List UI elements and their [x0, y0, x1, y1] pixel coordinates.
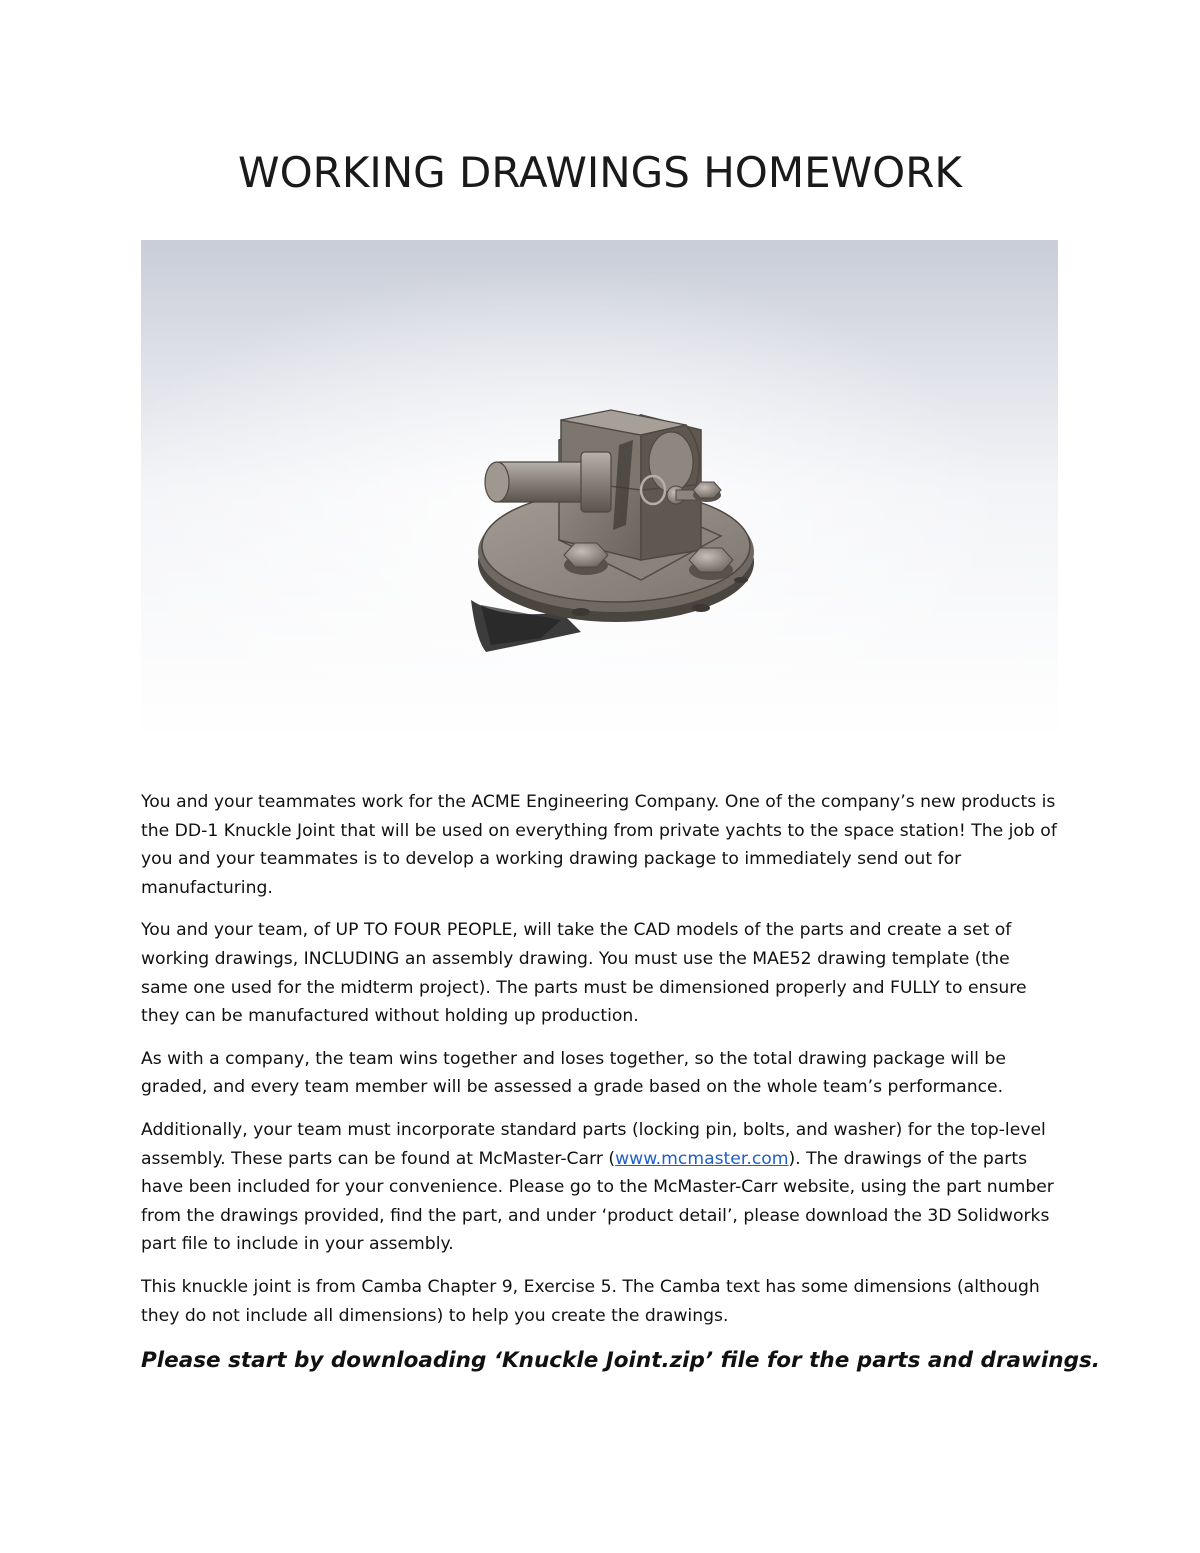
paragraph-2: You and your team, of UP TO FOUR PEOPLE, will take the CAD models of the parts and create a set of working drawings, INCLUDING an assembly drawing. You must use the MAE52 drawing template (the same one used for the midterm project). The parts must be dimensioned properly and FULLY to ensure they can be manufactured without holding up production.: [141, 920, 1027, 1027]
download-callout: Please start by downloading ‘Knuckle Joint.zip’ file for the parts and drawings.: [141, 1348, 1100, 1373]
paragraph-4: [141, 1116, 1059, 1259]
body-text: [141, 788, 1059, 1344]
paragraph-3: As with a company, the team wins together and loses together, so the total drawing package will be graded, and every team member will be assessed a grade based on the whole team’s performance.: [141, 1048, 1006, 1098]
paragraph-4-part-b: ). The drawings of the parts have been included for your convenience. Please go to the McMaster-Carr website, using the part number from the drawings provided, find the part, and under ‘product detail’, please download the 3D Solidworks part file to include in your assembly.: [141, 1148, 1054, 1255]
knuckle-joint-render: [141, 240, 1058, 741]
paragraph-5: This knuckle joint is from Camba Chapter 9, Exercise 5. The Camba text has some dimensions (although they do not include all dimensions) to help you create the drawings.: [141, 1276, 1040, 1326]
page-title: WORKING DRAWINGS HOMEWORK: [238, 148, 962, 197]
mcmaster-link[interactable]: www.mcmaster.com: [615, 1148, 789, 1169]
paragraph-4-part-a: Additionally, your team must incorporate standard parts (locking pin, bolts, and washer) for the top-level assembly. These parts can be found at McMaster-Carr (: [141, 1119, 1046, 1169]
paragraph-1: You and your teammates work for the ACME Engineering Company. One of the company’s new products is the DD-1 Knuckle Joint that will be used on everything from private yachts to the space station! The job of you and your teammates is to develop a working drawing package to immediately send out for manufacturing.: [141, 792, 1057, 898]
